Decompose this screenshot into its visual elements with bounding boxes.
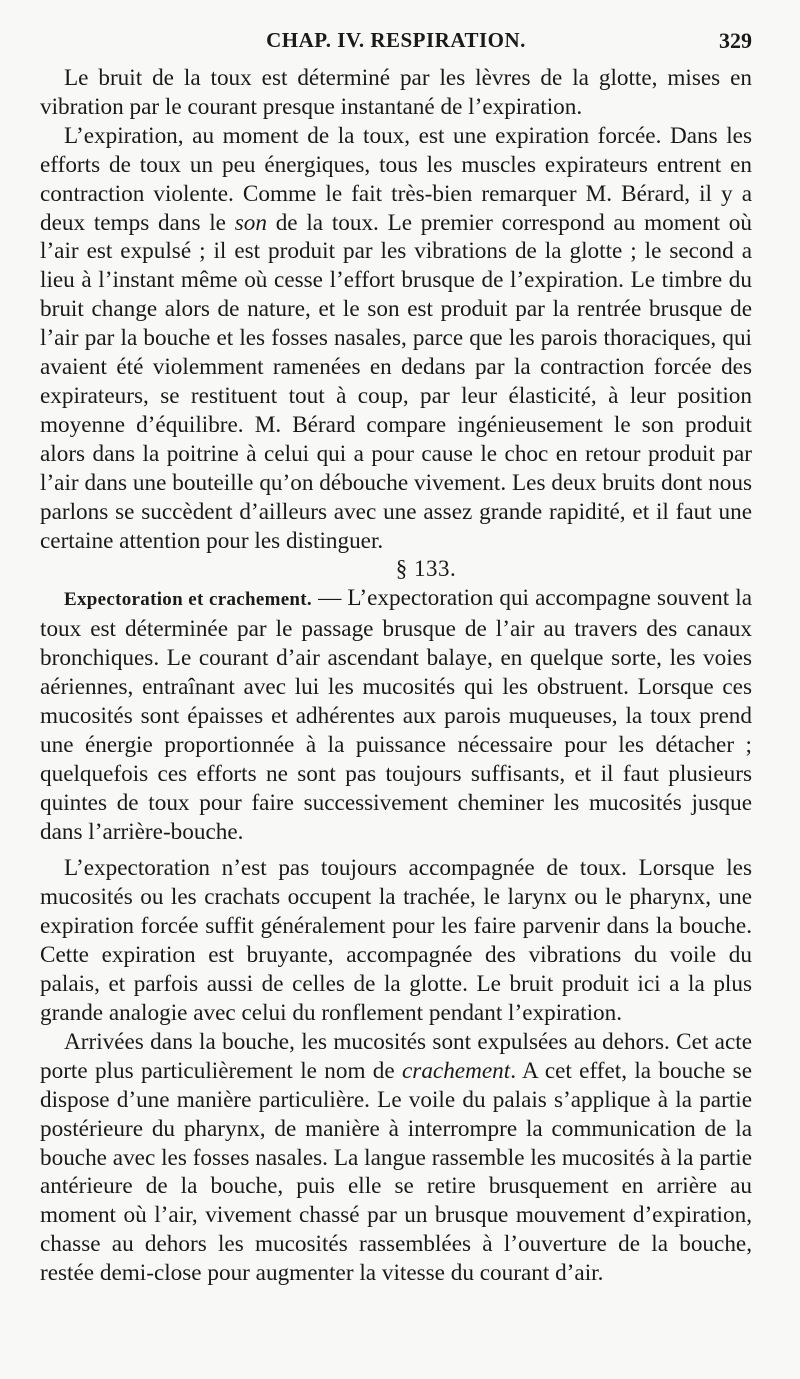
page-header (40, 28, 752, 62)
paragraph-5-text-rest: . A cet effet, la bouche se dispose d’une manière particulière. Le voile du palais s’applique à la partie postérieure du pharynx, de manière à interrompre la communication de la bouche avec les fosses nasales. La langue rassemble les mucosités à la partie antérieure de la bouche, puis elle se retire brusquement en arrière au moment où l’air, vivement chassé par un brusque mouvement d’expiration, chasse au dehors les mucosités rassemblées à l’ouverture de la bouche, restée demi-close pour augmenter la vitesse du courant d’air. (40, 1057, 752, 1287)
body-text (40, 64, 752, 1288)
paragraph-3 (40, 584, 752, 846)
section-heading: § 133. (395, 556, 457, 582)
emphasis-son: son (234, 209, 267, 236)
paragraph-4-text: L’expectoration n’est pas toujours accompagnée de toux. Lorsque les mucosités ou les crachats occupent la trachée, le larynx ou le pharynx, une expiration forcée suffit généralement pour les faire parvenir dans la bouche. Cette expiration est bruyante, accompagnée des vibrations du voile du palais, et parfois aussi de celles de la glotte. Le bruit produit ici a la plus grande analogie avec celui du ronflement pendant l’expiration. (40, 855, 752, 1026)
paragraph-2 (40, 122, 752, 556)
paragraph-5-text: Arrivées dans la bouche, les mucosités sont expulsées au dehors. Cet acte porte plus particulièrement le nom de (40, 1028, 752, 1084)
paragraph-gap (40, 846, 752, 854)
paragraph-1-text: Le bruit de la toux est déterminé par les lèvres de la glotte, mises en vibration par le courant presque instantané de l’expiration. (40, 65, 752, 120)
paragraph-3-text: — L’expectoration qui accompagne souvent la toux est déterminée par le passage brusque de l’air au travers des canaux bronchiques. Le courant d’air ascendant balaye, en quelque sorte, les voies aériennes, entraînant avec lui les mucosités qui les obstruent. Lorsque ces mucosités sont épaisses et adhérentes aux parois muqueuses, la toux prend une énergie proportionnée à la puissance nécessaire pour les détacher ; quelquefois ces efforts ne sont pas toujours suffisants, et il faut plusieurs quintes de toux pour faire successivement cheminer les mucosités jusque dans l’arrière-bouche. (40, 585, 752, 845)
emphasis-crachement: crachement (402, 1057, 511, 1084)
paragraph-3-lead: Expectoration et crachement. (64, 589, 312, 611)
paragraph-4 (40, 854, 752, 1027)
page-number: 329 (719, 28, 752, 53)
running-title: CHAP. IV. RESPIRATION. (266, 28, 526, 52)
paragraph-2-text: L’expiration, au moment de la toux, est une expiration forcée. Dans les efforts de toux un peu énergiques, tous les muscles expirateurs entrent en contraction violente. Comme le fait très-bien remarquer M. Bérard, il y a deux temps dans le (40, 122, 752, 236)
paragraph-1 (40, 64, 752, 122)
paragraph-2-text-rest: de la toux. Le premier correspond au moment où l’air est expulsé ; il est produit par les vibrations de la glotte ; le second a lieu à l’instant même où cesse l’effort brusque de l’expiration. Le timbre du bruit change alors de nature, et le son est produit par la rentrée brusque de l’air par la bouche et les fosses nasales, parce que les parois thoraciques, qui avaient été violemment ramenées en dedans par la contraction forcée des expirateurs, se restituent tout à coup, par leur élasticité, à leur position moyenne d’équilibre. M. Bérard compare ingénieusement le son produit alors dans la poitrine à celui qui a pour cause le choc en retour produit par l’air dans une bouteille qu’on débouche vivement. Les deux bruits dont nous parlons se succèdent d’ailleurs avec une assez grande rapidité, et il faut une certaine attention pour les distinguer. (40, 209, 752, 554)
paragraph-5 (40, 1028, 752, 1288)
